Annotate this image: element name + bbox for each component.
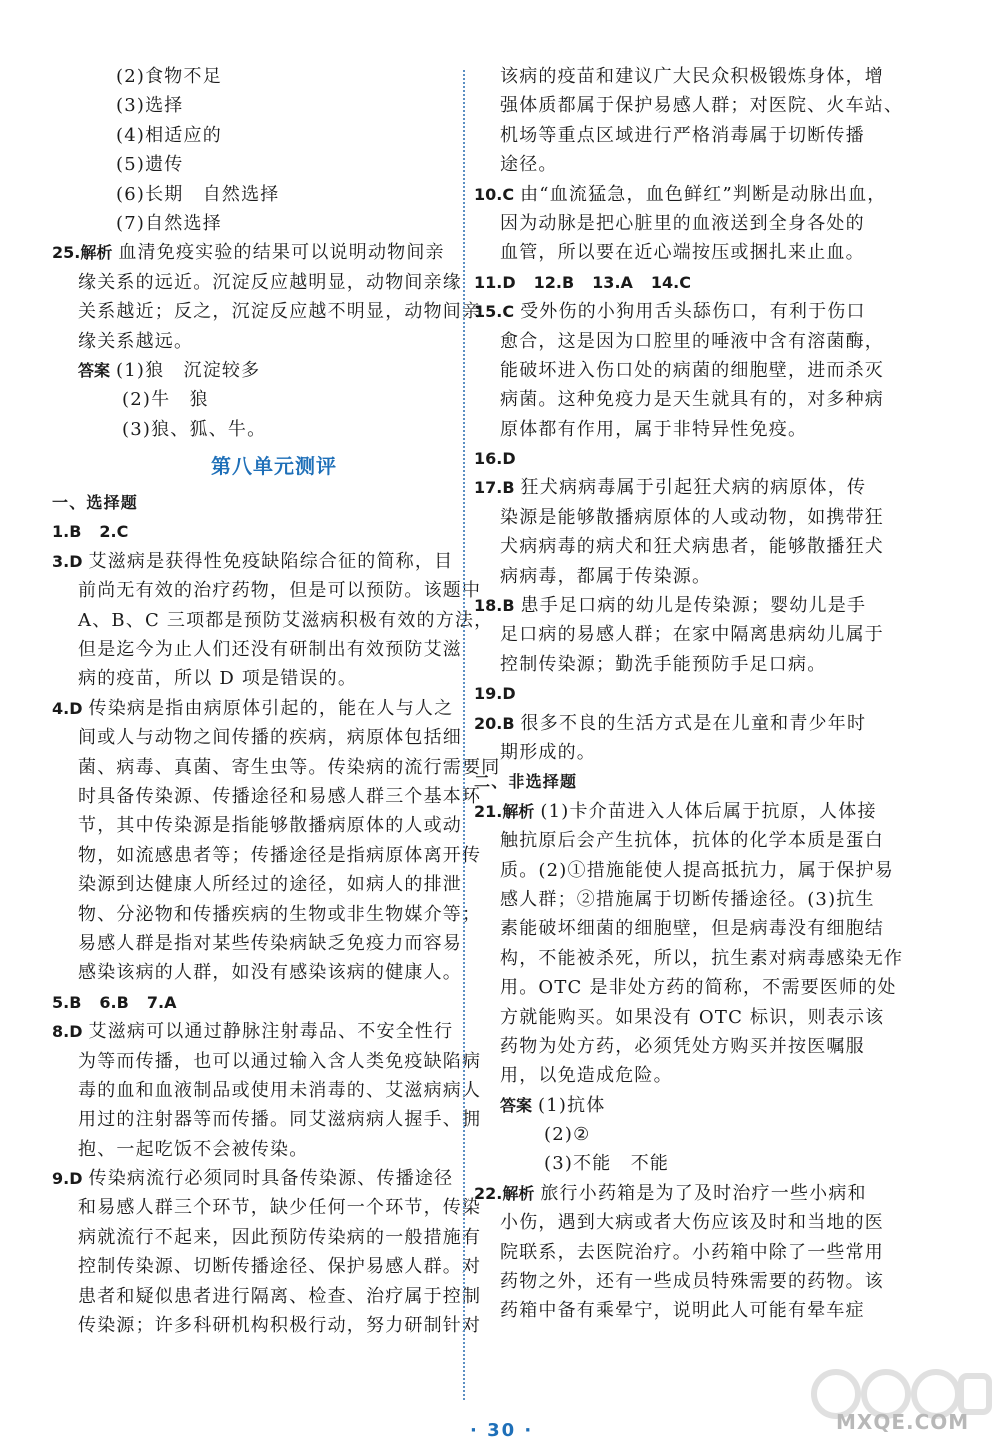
question-3-text-line: 前尚无有效的治疗药物，但是可以预防。该题中 [78, 580, 482, 602]
question-4-text-line: 时具备传染源、传播途径和易感人群三个基本环 [78, 785, 482, 807]
question-22-text-line: 旅行小药箱是为了及时治疗一些小病和 [540, 1182, 867, 1204]
question-22-text-line: 药物之外，还有一些成员特殊需要的药物。该 [500, 1271, 884, 1293]
question-15 [474, 297, 884, 326]
question-8-number: 8. [52, 1022, 70, 1042]
question-9-continued-line: 途径。 [500, 154, 558, 176]
questions-5-7-answer: A [164, 992, 177, 1012]
questions-5-7-number: 6. [99, 992, 117, 1012]
question-16 [474, 444, 884, 473]
question-17-text-line: 狂犬病病毒属于引起狂犬病的病原体，传 [520, 477, 867, 499]
watermark-text: MXQE.COM [836, 1410, 970, 1434]
question-21-text-line: 方就能购买。如果没有 OTC 标识，则表示该 [500, 1006, 885, 1028]
question-25-answer-item: (1)狼 沉淀较多 [116, 359, 261, 381]
question-15-answer: C [502, 302, 515, 322]
question-21-analysis-tag: 解析 [502, 801, 535, 821]
question-9 [52, 1164, 456, 1193]
question-25-analysis-tag: 解析 [80, 243, 113, 263]
question-25-text-line: 关系越近；反之，沉淀反应越不明显，动物间亲 [78, 301, 482, 323]
question-25-answer-item: (2)牛 狼 [122, 389, 209, 411]
questions-11-14-answer: B [561, 272, 575, 292]
question-22 [474, 1179, 884, 1208]
question-18 [474, 591, 884, 620]
question-4-text-line: 染源到达健康人所经过的途径，如病人的排泄 [78, 874, 462, 896]
question-3-text-line: 但是迄今为止人们还没有研制出有效预防艾滋 [78, 639, 462, 661]
prev-answer-item: (4)相适应的 [116, 124, 222, 146]
questions-11-14 [474, 268, 884, 297]
question-9-text-line: 传染病流行必须同时具备传染源、传播途径 [88, 1168, 454, 1190]
question-8-text-line: 为等而传播，也可以通过输入含人类免疫缺陷病 [78, 1050, 482, 1072]
question-10-text-line: 由“血流猛急，血色鲜红”判断是动脉出血， [520, 183, 887, 205]
question-10-text-line: 血管，所以要在近心端按压或捆扎来止血。 [500, 242, 865, 264]
questions-1-2 [52, 517, 456, 546]
question-17-text-line: 染源是能够散播病原体的人或动物，如携带狂 [500, 506, 884, 528]
question-25-answer-row [52, 356, 456, 385]
question-21-text-line: (1)卡介苗进入人体后属于抗原，人体接 [540, 800, 877, 822]
question-20-answer: B [502, 713, 515, 733]
question-9-text-line: 患者和疑似患者进行隔离、检查、治疗属于控制 [78, 1285, 482, 1307]
question-9-continued-line: 强体质都属于保护易感人群；对医院、火车站、 [500, 95, 904, 117]
right-column [474, 62, 904, 1326]
question-16-number: 16. [474, 449, 503, 469]
question-3-text-line: 病的疫苗，所以 D 项是错误的。 [78, 668, 358, 690]
question-25-answer-item: (3)狼、狐、牛。 [122, 418, 267, 440]
questions-11-14-answer: A [620, 272, 633, 292]
question-22-number: 22. [474, 1183, 503, 1203]
questions-1-2-number: 2. [99, 522, 117, 542]
question-19-number: 19. [474, 684, 503, 704]
question-21-text-line: 质。(2)①措施能使人提高抵抗力，属于保护易 [500, 859, 894, 881]
question-25-text-line: 缘关系的远近。沉淀反应越明显，动物间亲缘 [78, 271, 462, 293]
question-18-number: 18. [474, 596, 503, 616]
question-4-text-line: 间或人与动物之间传播的疾病，病原体包括细 [78, 727, 462, 749]
question-25-answer-tag: 答案 [78, 360, 111, 380]
question-21-answer-tag: 答案 [500, 1095, 533, 1115]
question-10-answer: C [502, 184, 515, 204]
question-21-text-line: 构，不能被杀死，所以，抗生素对病毒感染无作 [500, 947, 904, 969]
question-21-answer-item: (3)不能 不能 [544, 1153, 670, 1175]
prev-answer-item: (6)长期 自然选择 [116, 183, 280, 205]
question-4-text-line: 物、分泌物和传播疾病的生物或非生物媒介等； [78, 903, 482, 925]
question-4-text-line: 节，其中传染源是指能够散播病原体的人或动 [78, 815, 462, 837]
question-15-text-line: 愈合，这是因为口腔里的唾液中含有溶菌酶， [500, 330, 884, 352]
question-21-text-line: 感人群；②措施属于切断传播途径。(3)抗生 [500, 888, 875, 910]
question-18-answer: B [502, 596, 515, 616]
question-8-text-line: 毒的血和血液制品或使用未消毒的、艾滋病病人 [78, 1079, 482, 1101]
question-17-text-line: 犬病病毒的病犬和狂犬病患者，能够散播狂犬 [500, 536, 884, 558]
question-9-continued-line: 该病的疫苗和建议广大民众积极锻炼身体，增 [500, 66, 884, 87]
question-10 [474, 180, 887, 209]
question-9-number: 9. [52, 1169, 70, 1189]
question-17 [474, 473, 884, 502]
question-10-text-line: 因为动脉是把心脏里的血液送到全身各处的 [500, 212, 865, 234]
heading-choice: 一、选择题 [52, 493, 139, 513]
question-3-number: 3. [52, 551, 70, 571]
questions-11-14-answer: D [502, 272, 516, 292]
question-4-text-line: 菌、病毒、真菌、寄生虫等。传染病的流行需要同 [78, 756, 501, 778]
question-8-text-line: 艾滋病可以通过静脉注射毒品、不安全性行 [88, 1021, 454, 1043]
prev-answer-item: (7)自然选择 [116, 212, 222, 234]
question-3-text-line: A、B、C 三项都是预防艾滋病积极有效的方法， [78, 609, 494, 631]
question-20-text-line: 很多不良的生活方式是在儿童和青少年时 [520, 712, 867, 734]
question-4 [52, 694, 456, 723]
questions-1-2-answer: C [116, 522, 129, 542]
questions-11-14-number: 14. [650, 272, 680, 292]
question-3-text-line: 艾滋病是获得性免疫缺陷综合征的简称，目 [88, 550, 454, 572]
questions-11-14-number: 11. [474, 272, 503, 292]
question-22-text-line: 院联系，去医院治疗。小药箱中除了一些常用 [500, 1241, 884, 1263]
question-22-text-line: 药箱中备有乘晕宁，说明此人可能有晕车症 [500, 1300, 865, 1322]
question-8-text-line: 用过的注射器等而传播。同艾滋病病人握手、拥 [78, 1109, 482, 1131]
question-21-text-line: 触抗原后会产生抗体，抗体的化学本质是蛋白 [500, 830, 884, 852]
question-16-answer: D [502, 449, 516, 469]
question-21-text-line: 药物为处方药，必须凭处方购买并按医嘱服 [500, 1035, 865, 1057]
question-4-text-line: 感染该病的人群，如没有感染该病的健康人。 [78, 962, 462, 984]
question-20 [474, 709, 884, 738]
heading-non-choice: 二、非选择题 [474, 772, 578, 792]
prev-answer-item: (3)选择 [116, 95, 184, 117]
questions-11-14-answer: C [679, 272, 691, 292]
question-9-text-line: 和易感人群三个环节，缺少任何一个环节，传染 [78, 1197, 482, 1219]
question-15-text-line: 能破坏进入伤口处的病菌的细胞壁，进而杀灭 [500, 359, 884, 381]
section-title: 第八单元测评 [211, 454, 337, 479]
question-15-text-line: 病菌。这种免疫力是天生就具有的，对多种病 [500, 389, 884, 411]
question-10-number: 10. [474, 184, 503, 204]
question-18-text-line: 足口病的易感人群；在家中隔离患病幼儿属于 [500, 624, 884, 646]
question-4-answer: D [69, 698, 83, 718]
question-21-text-line: 用，以免造成危险。 [500, 1065, 673, 1087]
question-8 [52, 1017, 456, 1046]
question-4-text-line: 易感人群是指对某些传染病缺乏免疫力而容易 [78, 932, 462, 954]
question-15-text-line: 原体都有作用，属于非特异性免疫。 [500, 418, 808, 440]
question-22-text-line: 小伤，遇到大病或者大伤应该及时和当地的医 [500, 1212, 884, 1234]
questions-5-7-number: 7. [146, 992, 165, 1012]
question-17-text-line: 病病毒，都属于传染源。 [500, 565, 712, 587]
question-9-continued-line: 机场等重点区域进行严格消毒属于切断传播 [500, 124, 865, 146]
question-8-text-line: 抱、一起吃饭不会被传染。 [78, 1138, 309, 1160]
question-20-number: 20. [474, 713, 503, 733]
question-17-answer: B [502, 478, 515, 498]
question-15-text-line: 受外伤的小狗用舌头舔伤口，有利于伤口 [520, 301, 866, 323]
question-9-text-line: 病就流行不起来，因此预防传染病的一般措施有 [78, 1226, 482, 1248]
question-21-text-line: 用。OTC 是非处方药的简称，不需要医师的处 [500, 977, 897, 999]
question-9-answer: D [69, 1169, 83, 1189]
question-21-number: 21. [474, 801, 503, 821]
column-divider [463, 70, 465, 1400]
question-25-text-line: 血清免疫实验的结果可以说明动物间亲 [118, 242, 445, 264]
questions-1-2-answer: B [69, 522, 82, 542]
questions-5-7-answer: B [116, 992, 129, 1012]
question-19-answer: D [502, 684, 516, 704]
question-25-number: 25. [52, 243, 81, 263]
question-25-text-line: 缘关系越远。 [78, 330, 194, 352]
questions-1-2-number: 1. [52, 522, 70, 542]
question-22-analysis-tag: 解析 [502, 1183, 535, 1203]
question-21 [474, 797, 884, 826]
question-20-text-line: 期形成的。 [500, 741, 596, 763]
question-9-text-line: 传染源；许多科研机构积极行动，努力研制针对 [78, 1315, 482, 1337]
prev-answer-item: (2)食物不足 [116, 66, 222, 87]
question-21-text-line: 素能破坏细菌的细胞壁，但是病毒没有细胞结 [500, 918, 884, 940]
question-17-number: 17. [474, 478, 503, 498]
questions-5-7-answer: B [69, 992, 82, 1012]
questions-5-7 [52, 988, 456, 1017]
question-15-number: 15. [474, 302, 503, 322]
question-21-answer-row [474, 1091, 884, 1120]
question-3 [52, 547, 456, 576]
question-8-answer: D [69, 1022, 83, 1042]
question-4-text-line: 物，如流感患者等；传播途径是指病原体离开传 [78, 844, 482, 866]
questions-11-14-number: 12. [533, 272, 562, 292]
question-4-text-line: 传染病是指由病原体引起的，能在人与人之 [88, 697, 454, 719]
question-9-text-line: 控制传染源、切断传播途径、保护易感人群。对 [78, 1256, 482, 1278]
question-21-answer-item: (2)② [544, 1124, 591, 1146]
questions-5-7-number: 5. [52, 992, 70, 1012]
prev-answer-item: (5)遗传 [116, 154, 184, 176]
question-25 [52, 238, 456, 267]
question-18-text-line: 控制传染源；勤洗手能预防手足口病。 [500, 653, 827, 675]
question-19 [474, 679, 884, 708]
question-21-answer-item: (1)抗体 [538, 1094, 606, 1116]
question-18-text-line: 患手足口病的幼儿是传染源；婴幼儿是手 [520, 595, 867, 617]
question-4-number: 4. [52, 698, 70, 718]
question-3-answer: D [69, 551, 83, 571]
page-number: · 30 · [470, 1420, 534, 1441]
questions-11-14-number: 13. [592, 272, 621, 292]
